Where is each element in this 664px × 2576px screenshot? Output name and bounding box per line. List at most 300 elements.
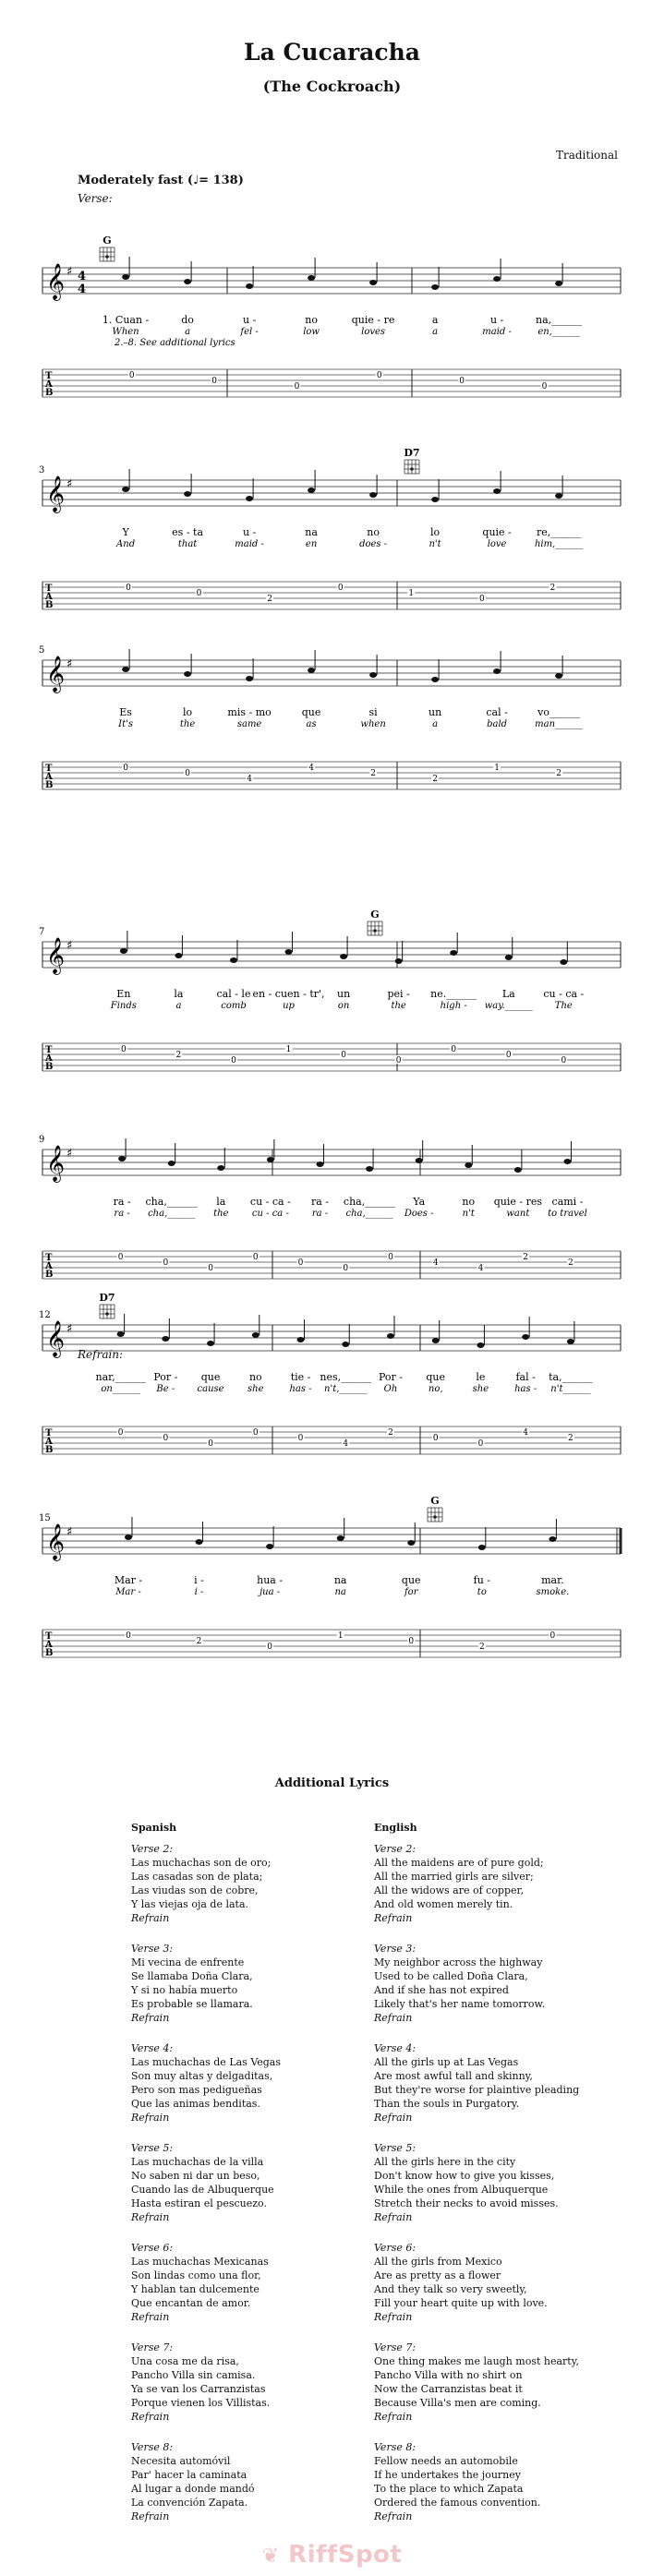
lyric-syllable-english: the — [213, 1209, 229, 1219]
tab-fret-number: 0 — [432, 1434, 439, 1443]
verse-block — [374, 2241, 633, 2324]
tab-fret-number: 0 — [120, 1045, 127, 1054]
note-head — [118, 1156, 126, 1162]
lyric-line: La convención Zapata. — [131, 2497, 248, 2509]
chord-diagram-icon — [428, 1508, 442, 1522]
lyric-syllable: quie - — [482, 526, 512, 538]
lyric-syllable-english: Be - — [156, 1384, 175, 1394]
lyric-line: Son lindas como una flor, — [131, 2269, 261, 2281]
lyric-syllable-english: n't,______ — [324, 1384, 368, 1394]
lyric-line: All the girls here in the city — [374, 2156, 516, 2168]
lyric-line: Y las viejas oja de lata. — [131, 1898, 249, 1910]
lyric-syllable: cal - — [486, 706, 508, 718]
note-head — [207, 1341, 214, 1346]
note-head — [125, 1535, 132, 1540]
lyric-syllable-english: love — [487, 539, 507, 549]
note-head — [549, 1536, 556, 1542]
chord-diagram-icon — [100, 1305, 115, 1318]
tab-fret-number: 2 — [388, 1428, 393, 1438]
lyric-syllable-english: loves — [361, 327, 386, 337]
tab-fret-number: 0 — [337, 584, 344, 593]
note-head — [522, 1334, 529, 1340]
note-head — [120, 948, 127, 954]
note-head — [478, 1545, 486, 1550]
note-head — [162, 1336, 169, 1342]
note-head — [308, 488, 315, 493]
tab-clef: A — [45, 772, 53, 782]
tab-fret-number: 2 — [175, 1051, 182, 1060]
lyric-syllable: no — [248, 1371, 262, 1383]
lyric-syllable: en - cuen - tr', — [252, 988, 325, 1000]
additional-lyrics-title: Additional Lyrics — [274, 1776, 390, 1790]
note-head — [465, 1162, 472, 1168]
lyric-syllable-english: has - — [514, 1384, 537, 1394]
lyric-syllable: cha,______ — [145, 1196, 198, 1208]
lyric-line: Que las animas benditas. — [131, 2098, 260, 2110]
chord-name: G — [430, 1495, 440, 1507]
lyric-syllable-english: And — [116, 539, 136, 549]
note-head — [431, 284, 439, 290]
verse-label: Verse 4: — [131, 2042, 174, 2054]
tab-fret-number: 0 — [196, 589, 202, 598]
lyric-syllable: un — [337, 988, 351, 1000]
lyric-line: Las viudas son de cobre, — [131, 1884, 259, 1896]
tab-fret-number: 0 — [297, 1258, 304, 1268]
lyric-line: Las muchachas Mexicanas — [131, 2256, 269, 2268]
lyric-line: Una cosa me da risa, — [131, 2355, 239, 2367]
lyric-syllable-english: n't — [429, 539, 441, 549]
key-signature-sharp-icon: ♯ — [66, 265, 73, 279]
tab-clef: T — [45, 1428, 53, 1438]
music-system — [0, 231, 664, 406]
note-head — [267, 1157, 274, 1162]
lyric-syllable: que — [301, 706, 321, 718]
tab-fret-number: 4 — [432, 1258, 439, 1268]
lyric-syllable-english: to travel — [548, 1209, 587, 1219]
note-head — [122, 667, 129, 672]
note-head — [493, 668, 501, 674]
lyric-syllable-english: no, — [428, 1384, 443, 1394]
tab-fret-number: 0 — [459, 377, 465, 386]
lyric-syllable: La — [501, 988, 515, 1000]
lyric-syllable-english: When — [112, 327, 139, 337]
note-head — [432, 1338, 440, 1343]
lyric-syllable-english: en — [305, 539, 318, 549]
lyric-syllable: Por - — [378, 1371, 404, 1383]
lyric-syllable: ne.______ — [430, 988, 477, 1000]
lyric-line: Pancho Villa sin camisa. — [131, 2369, 256, 2381]
refrain-marker: Refrain — [374, 2112, 413, 2124]
tab-clef: B — [45, 1648, 54, 1658]
tab-fret-number: 2 — [267, 595, 272, 604]
refrain-marker: Refrain — [374, 2012, 413, 2024]
tab-clef: T — [45, 764, 53, 774]
tab-fret-number: 0 — [252, 1428, 259, 1438]
refrain-marker: Refrain — [131, 2211, 170, 2223]
lyric-line: Ordered the famous convention. — [374, 2497, 541, 2509]
note-head — [308, 275, 315, 281]
note-head — [563, 1159, 571, 1164]
music-system — [0, 905, 664, 1080]
lyric-syllable-english: Does - — [404, 1209, 434, 1219]
lyric-line: One thing makes me laugh most hearty, — [374, 2355, 579, 2367]
note-head — [230, 957, 237, 963]
lyric-syllable-english: up — [283, 1001, 295, 1011]
lyric-syllable-english: way.______ — [484, 1001, 533, 1011]
lyric-line: Are as pretty as a flower — [374, 2269, 501, 2281]
music-system — [0, 1491, 664, 1667]
lyric-syllable-english: Mar - — [115, 1587, 141, 1597]
lyric-syllable-english: Oh — [383, 1384, 398, 1394]
note-head — [387, 1333, 394, 1339]
lyric-line: Par' hacer la caminata — [131, 2469, 247, 2481]
tab-clef: A — [45, 1053, 53, 1064]
note-head — [477, 1342, 484, 1348]
lyric-syllable: na — [333, 1574, 347, 1586]
tab-fret-number: 2 — [549, 584, 556, 593]
tab-fret-number: 2 — [523, 1253, 529, 1262]
tab-clef: B — [45, 600, 54, 610]
lyric-syllable-english: high - — [440, 1001, 467, 1011]
lyric-syllable: vo______ — [537, 706, 581, 718]
lyric-line: Likely that's her name tomorrow. — [374, 1998, 546, 2010]
tab-fret-number: 0 — [211, 377, 218, 386]
lyric-syllable-english: a — [432, 719, 439, 729]
lyric-line: All the widows are of copper, — [374, 1884, 525, 1896]
treble-clef-icon: 𝄞 — [46, 263, 66, 300]
note-head — [337, 1535, 344, 1541]
tab-fret-number: 0 — [208, 1439, 213, 1449]
lyric-line: All the married girls are silver; — [374, 1871, 534, 1883]
lyric-line: All the girls up at Las Vegas — [374, 2056, 519, 2068]
lyric-syllable: Por - — [153, 1371, 178, 1383]
time-signature: 4 — [78, 270, 87, 283]
measure-number: 15 — [39, 1513, 51, 1523]
lyric-syllable: que — [200, 1371, 221, 1383]
lyric-line: And they talk so very sweetly, — [374, 2283, 527, 2295]
note-head — [560, 959, 567, 965]
note-head — [416, 1158, 423, 1163]
lyric-syllable: mis - mo — [227, 706, 272, 718]
tab-fret-number: 2 — [568, 1258, 573, 1268]
verse-block — [131, 2341, 362, 2424]
measure-number: 3 — [39, 465, 45, 475]
tab-clef: B — [45, 780, 54, 790]
lyric-syllable-english: ra - — [114, 1209, 130, 1219]
lyric-syllable: Es — [119, 706, 132, 718]
note-head — [266, 1544, 273, 1549]
lyric-line: Hasta estiran el pescuezo. — [131, 2197, 267, 2209]
verse-label: Verse 6: — [374, 2242, 417, 2254]
lyric-syllable-english: cha,______ — [345, 1209, 393, 1219]
lyric-syllable-english: n't — [462, 1209, 475, 1219]
note-head — [316, 1162, 323, 1167]
note-head — [196, 1539, 203, 1545]
lyric-syllable-english: has - — [289, 1384, 312, 1394]
lyric-line: If he undertakes the journey — [374, 2469, 521, 2481]
note-head — [567, 1339, 574, 1344]
tab-fret-number: 0 — [208, 1264, 213, 1273]
lyric-syllable: hua - — [257, 1574, 284, 1586]
lyric-line: Fellow needs an automobile — [374, 2455, 518, 2467]
lyric-syllable: no — [462, 1196, 476, 1208]
song-subtitle: (The Cockroach) — [262, 78, 402, 95]
lyric-syllable-english: Finds — [110, 1001, 137, 1011]
verse-label: Verse 7: — [131, 2341, 174, 2353]
lyric-line: Are most awful tall and skinny, — [374, 2070, 533, 2082]
tab-fret-number: 0 — [163, 1258, 169, 1268]
treble-clef-icon: 𝄞 — [46, 475, 66, 512]
lyric-syllable: tie - — [290, 1371, 311, 1383]
tab-fret-number: 0 — [341, 1051, 346, 1060]
key-signature-sharp-icon: ♯ — [66, 939, 73, 953]
tab-fret-number: 4 — [523, 1428, 529, 1438]
note-head — [252, 1332, 260, 1338]
tab-fret-number: 0 — [408, 1637, 415, 1646]
lyric-line: Las casadas son de plata; — [131, 1871, 263, 1883]
note-head — [493, 488, 501, 494]
tab-fret-number: 4 — [343, 1439, 349, 1449]
tab-fret-number: 0 — [294, 382, 300, 391]
lyric-syllable: nar,______ — [95, 1371, 146, 1383]
note-head — [246, 283, 253, 289]
tab-fret-number: 0 — [478, 595, 485, 604]
lyric-line: Se llamaba Doña Clara, — [131, 1970, 253, 1982]
verse-label: Verse 3: — [131, 1943, 174, 1955]
lyric-syllable-english: comb — [221, 1001, 247, 1011]
tab-fret-number: 0 — [343, 1264, 349, 1273]
english-header: English — [374, 1822, 417, 1834]
music-system — [0, 443, 664, 619]
chord-name: D7 — [99, 1292, 115, 1304]
verse-block — [131, 2041, 362, 2125]
tab-fret-number: 4 — [308, 764, 314, 773]
lyric-syllable: la — [216, 1196, 226, 1208]
lyric-line: Now the Carranzistas beat it — [374, 2383, 523, 2395]
refrain-marker: Refrain — [131, 2112, 170, 2124]
measure-number: 5 — [39, 645, 45, 656]
lyric-syllable-english: The — [554, 1001, 573, 1011]
lyric-line: Pancho Villa with no shirt on — [374, 2369, 523, 2381]
lyric-syllable-english: n't______ — [550, 1384, 591, 1394]
lyric-syllable-english: that — [177, 539, 198, 549]
tab-fret-number: 4 — [477, 1264, 484, 1273]
tab-fret-number: 2 — [370, 769, 376, 778]
tab-fret-number: 0 — [128, 371, 135, 380]
lyric-syllable-english: does - — [359, 539, 388, 549]
lyric-syllable-english: she — [472, 1384, 489, 1394]
lyric-syllable: la — [174, 988, 184, 1000]
lyric-line: To the place to which Zapata — [374, 2483, 524, 2495]
lyric-syllable-english: i - — [194, 1587, 204, 1597]
refrain-marker: Refrain — [374, 2510, 413, 2522]
note-head — [122, 274, 129, 280]
lyric-line: Pero son mas pedigueñas — [131, 2084, 262, 2096]
lyric-syllable: re,______ — [536, 526, 582, 538]
lyric-line: Y hablan tan dulcemente — [131, 2283, 260, 2295]
verse-label: Verse 5: — [374, 2142, 417, 2154]
verse-block — [374, 1842, 633, 1925]
note-head — [340, 954, 347, 959]
measure-number: 9 — [39, 1135, 45, 1145]
chord-name: D7 — [404, 447, 420, 459]
music-system — [0, 1288, 664, 1463]
refrain-marker: Refrain — [131, 2311, 170, 2323]
lyric-syllable: es - ta — [172, 526, 204, 538]
verse-block — [131, 2440, 362, 2523]
lyric-line: Son muy altas y delgaditas, — [131, 2070, 273, 2082]
lyric-syllable: cu - ca - — [249, 1196, 291, 1208]
section-label-refrain: Refrain: — [78, 1348, 124, 1361]
note-head — [308, 668, 315, 673]
verse-block — [131, 2141, 362, 2224]
lyric-line: My neighbor across the highway — [374, 1956, 543, 1968]
note-head — [555, 493, 562, 499]
chord-diagram-icon — [368, 921, 382, 935]
logo-text: RiffSpot — [288, 2541, 403, 2569]
verse-block — [374, 2041, 633, 2125]
refrain-marker: Refrain — [131, 1912, 170, 1924]
lyric-line: No saben ni dar un beso, — [131, 2170, 260, 2182]
note-head — [342, 1342, 349, 1347]
lyric-syllable-english: the — [179, 719, 196, 729]
lyric-syllable-english: smoke. — [536, 1587, 570, 1597]
note-head — [395, 958, 403, 964]
lyric-syllable-english: bald — [487, 719, 508, 729]
note-head — [246, 676, 253, 681]
lyric-line: Las muchachas de la villa — [131, 2156, 264, 2168]
lyric-line: Used to be called Doña Clara, — [374, 1970, 528, 1982]
lyric-syllable: do — [181, 314, 194, 326]
lyric-syllable: ta,______ — [549, 1371, 593, 1383]
verse-label: Verse 3: — [374, 1943, 417, 1955]
lyric-syllable: cal - le — [216, 988, 251, 1000]
tab-fret-number: 0 — [477, 1439, 484, 1449]
lyric-syllable: lo — [183, 706, 193, 718]
tab-clef: A — [45, 1640, 53, 1650]
lyric-line: Fill your heart quite up with love. — [374, 2297, 548, 2309]
tab-fret-number: 0 — [117, 1428, 124, 1438]
tab-fret-number: 0 — [126, 1631, 131, 1641]
tab-clef: T — [45, 1045, 53, 1055]
refrain-marker: Refrain — [131, 2411, 170, 2423]
lyric-line: Porque vienen los Villistas. — [131, 2397, 271, 2409]
lyric-syllable-english: man______ — [535, 719, 584, 729]
tab-clef: A — [45, 592, 53, 602]
tab-clef: A — [45, 379, 53, 390]
lyric-syllable: quie - res — [493, 1196, 543, 1208]
tab-fret-number: 1 — [285, 1045, 292, 1054]
note-head — [369, 280, 377, 285]
tab-fret-number: 0 — [123, 764, 128, 773]
lyric-syllable-english: jua - — [260, 1587, 281, 1597]
tab-fret-number: 2 — [196, 1637, 202, 1646]
tab-clef: A — [45, 1261, 53, 1271]
note-head — [285, 949, 293, 955]
lyric-syllable: cami - — [551, 1196, 584, 1208]
note-head — [184, 671, 191, 677]
lyric-syllable: no — [367, 526, 380, 538]
lyric-syllable-english: a — [185, 327, 191, 337]
tab-fret-number: 1 — [494, 764, 500, 773]
tab-fret-number: 0 — [395, 1056, 402, 1065]
verse-label: Verse 4: — [374, 2042, 417, 2054]
chord-name: G — [103, 235, 112, 247]
key-signature-sharp-icon: ♯ — [66, 657, 73, 671]
note-head — [407, 1540, 415, 1546]
lyric-syllable: 1. Cuan - — [102, 314, 150, 326]
composer-credit: Traditional — [555, 149, 618, 162]
lyric-syllable: Mar - — [114, 1574, 143, 1586]
lyric-line: Las muchachas de Las Vegas — [131, 2056, 282, 2068]
note-head — [184, 279, 191, 284]
tab-fret-number: 0 — [231, 1056, 236, 1065]
tempo-text: Moderately fast ( — [78, 174, 194, 187]
refrain-marker: Refrain — [374, 2311, 413, 2323]
lyric-line: Las muchachas son de oro; — [131, 1857, 272, 1869]
tab-clef: B — [45, 1062, 54, 1072]
tab-clef: T — [45, 371, 53, 381]
verse-label: Verse 6: — [131, 2242, 174, 2254]
measure-number: 7 — [39, 927, 45, 937]
lyric-syllable: na — [305, 526, 318, 538]
verse-block — [131, 1942, 362, 2025]
note-head — [369, 492, 377, 498]
lyric-syllable: si — [368, 706, 378, 718]
lyric-syllable-english: on — [337, 1001, 350, 1011]
refrain-marker: Refrain — [131, 2012, 170, 2024]
verse-label: Verse 2: — [131, 1843, 174, 1855]
tab-fret-number: 0 — [451, 1045, 457, 1054]
note-head — [217, 1165, 224, 1171]
lyric-syllable: no — [305, 314, 318, 326]
tab-clef: A — [45, 1437, 53, 1447]
lyric-line: Cuando las de Albuquerque — [131, 2184, 274, 2196]
lyric-syllable-english: on______ — [101, 1384, 140, 1394]
tab-fret-number: 0 — [505, 1051, 512, 1060]
additional-lyrics-note: 2.–8. See additional lyrics — [115, 338, 235, 348]
lyric-syllable: ra - — [310, 1196, 329, 1208]
lyric-line: Ya se van los Carranzistas — [131, 2383, 266, 2395]
tab-clef: B — [45, 388, 54, 398]
tab-fret-number: 0 — [117, 1253, 124, 1262]
lyric-syllable: quie - re — [351, 314, 395, 326]
lyric-syllable-english: ra - — [311, 1209, 329, 1219]
tab-fret-number: 1 — [337, 1631, 344, 1641]
note-head — [246, 496, 253, 501]
lyric-line: Than the souls in Purgatory. — [374, 2098, 520, 2110]
section-label-verse: Verse: — [78, 192, 113, 205]
lyric-line: All the maidens are of pure gold; — [374, 1857, 544, 1869]
lyric-syllable: u - — [242, 314, 257, 326]
measure-number: 12 — [39, 1310, 51, 1320]
tempo-marking — [78, 174, 244, 187]
lyric-syllable: fu - — [473, 1574, 491, 1586]
music-system — [0, 623, 664, 799]
music-system — [0, 1113, 664, 1288]
tab-clef: T — [45, 584, 53, 594]
note-head — [505, 955, 513, 960]
note-head — [366, 1166, 373, 1172]
lyric-syllable-english: maid - — [482, 327, 512, 337]
note-head — [450, 950, 457, 956]
time-signature: 4 — [78, 283, 87, 296]
lyric-syllable-english: as — [306, 719, 317, 729]
lyric-syllable: mar. — [541, 1574, 564, 1586]
verse-block — [374, 2440, 633, 2523]
song-title: La Cucaracha — [244, 39, 420, 66]
tab-fret-number: 0 — [185, 769, 190, 778]
